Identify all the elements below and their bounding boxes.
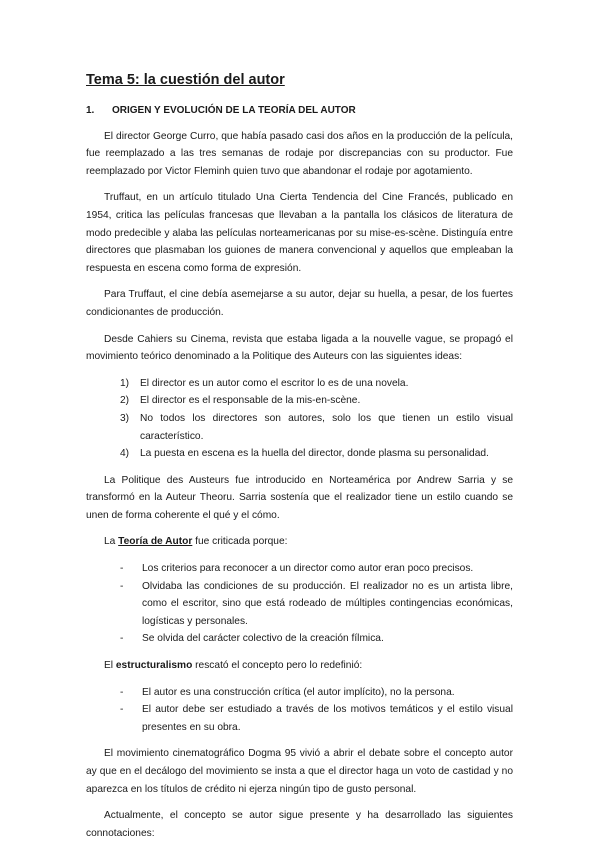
critica-suffix: fue criticada porque:: [192, 536, 288, 548]
list-marker: -: [120, 580, 124, 592]
paragraph-truffaut-article: Truffaut, en un artículo titulado Una Cierta Tendencia del Cine Francés, publicado en 1954, critica las películas francesas que llevaban a la pantalla los clásicos de literatura de modo predecible y alaba las películas norteamericanas por su mise-es-scène. Distinguía entre directores que plasmaban los guiones de manera convencional y aquellos que empleaban la respuesta en escena como forma de expresión.: [86, 192, 513, 274]
list-item: [86, 578, 513, 631]
paragraph-actualmente: Actualmente, el concepto se autor sigue presente y ha desarrollado las siguientes connotaciones:: [86, 810, 513, 839]
list-item: [86, 630, 513, 648]
list-item-text: Olvidaba las condiciones de su producción. El realizador no es un artista libre, como el escritor, sino que está rodeado de múltiples contingencias económicas, logísticas y personales.: [142, 580, 513, 627]
list-item-text: El autor debe ser estudiado a través de los motivos temáticos y el estilo visual presentes en su obra.: [142, 704, 513, 733]
list-marker: 3): [120, 412, 130, 424]
list-item-text: No todos los directores son autores, solo los que tienen un estilo visual característico.: [140, 412, 513, 442]
list-marker: -: [120, 633, 124, 645]
document-title: Tema 5: la cuestión del autor: [86, 72, 285, 88]
list-item: [86, 410, 513, 445]
list-item-text: La puesta en escena es la huella del director, donde plasma su personalidad.: [140, 448, 489, 460]
estructuralismo-lead: [86, 657, 513, 675]
list-item-text: El director es el responsable de la mis-en-scène.: [140, 395, 361, 407]
ideas-list: [86, 375, 513, 463]
section-title: ORIGEN Y EVOLUCIÓN DE LA TEORÍA DEL AUTOR: [112, 105, 356, 116]
list-item: [86, 560, 513, 578]
section-number: 1.: [86, 105, 95, 116]
list-item-text: Los criterios para reconocer a un director como autor eran poco precisos.: [142, 563, 474, 575]
estructuralismo-prefix: El: [104, 660, 116, 672]
list-item: [86, 445, 513, 463]
list-item-text: El director es un autor como el escritor lo es de una novela.: [140, 377, 409, 389]
list-marker: 4): [120, 448, 130, 460]
list-marker: 1): [120, 377, 130, 389]
list-item-text: El autor es una construcción crítica (el autor implícito), no la persona.: [142, 686, 455, 698]
estructuralismo-term: estructuralismo: [115, 660, 193, 672]
paragraph-truffaut-cine: Para Truffaut, el cine debía asemejarse a su autor, dejar su huella, a pesar, de los fuertes condicionantes de producción.: [86, 289, 513, 318]
estructuralismo-suffix: rescató el concepto pero lo redefinió:: [192, 660, 363, 672]
list-item-text: Se olvida del carácter colectivo de la creación fílmica.: [142, 633, 384, 645]
estructuralismo-list: [86, 684, 513, 737]
paragraph-cahiers: Desde Cahiers su Cinema, revista que estaba ligada a la nouvelle vague, se propagó el movimiento teórico denominado a la Politique des Auteurs con las siguientes ideas:: [86, 333, 513, 363]
paragraph-curro: El director George Curro, que había pasado casi dos años en la producción de la película, fue reemplazado a las tres semanas de rodaje por discrepancias con su productor. Fue reemplazado por Victor Fleminh quien tuvo que abandonar el rodaje por agotamiento.: [86, 130, 513, 177]
section-heading: [86, 102, 513, 120]
list-marker: -: [120, 686, 124, 698]
list-marker: -: [120, 704, 124, 716]
list-marker: -: [120, 563, 124, 575]
list-item: [86, 392, 513, 410]
list-item: [86, 684, 513, 702]
list-marker: 2): [120, 395, 130, 407]
paragraph-sarria: La Politique des Austeurs fue introducido en Norteamérica por Andrew Sarria y se transformó en la Auteur Theoru. Sarria sostenía que el realizador tiene un estilo cuando se unen de forma coherente el qué y el cómo.: [86, 474, 513, 521]
critica-list: [86, 560, 513, 648]
critica-prefix: La: [104, 536, 119, 548]
list-item: [86, 701, 513, 736]
critica-lead: [86, 533, 513, 551]
teoria-de-autor-term: Teoría de Autor: [118, 536, 193, 548]
paragraph-dogma: El movimiento cinematográfico Dogma 95 vivió a abrir el debate sobre el concepto autor ay que en el decálogo del movimiento se insta a que el director haga un voto de castidad y no aparezca en los títulos de crédito ni ejerza ningún tipo de gusto personal.: [86, 748, 513, 795]
list-item: [86, 375, 513, 393]
